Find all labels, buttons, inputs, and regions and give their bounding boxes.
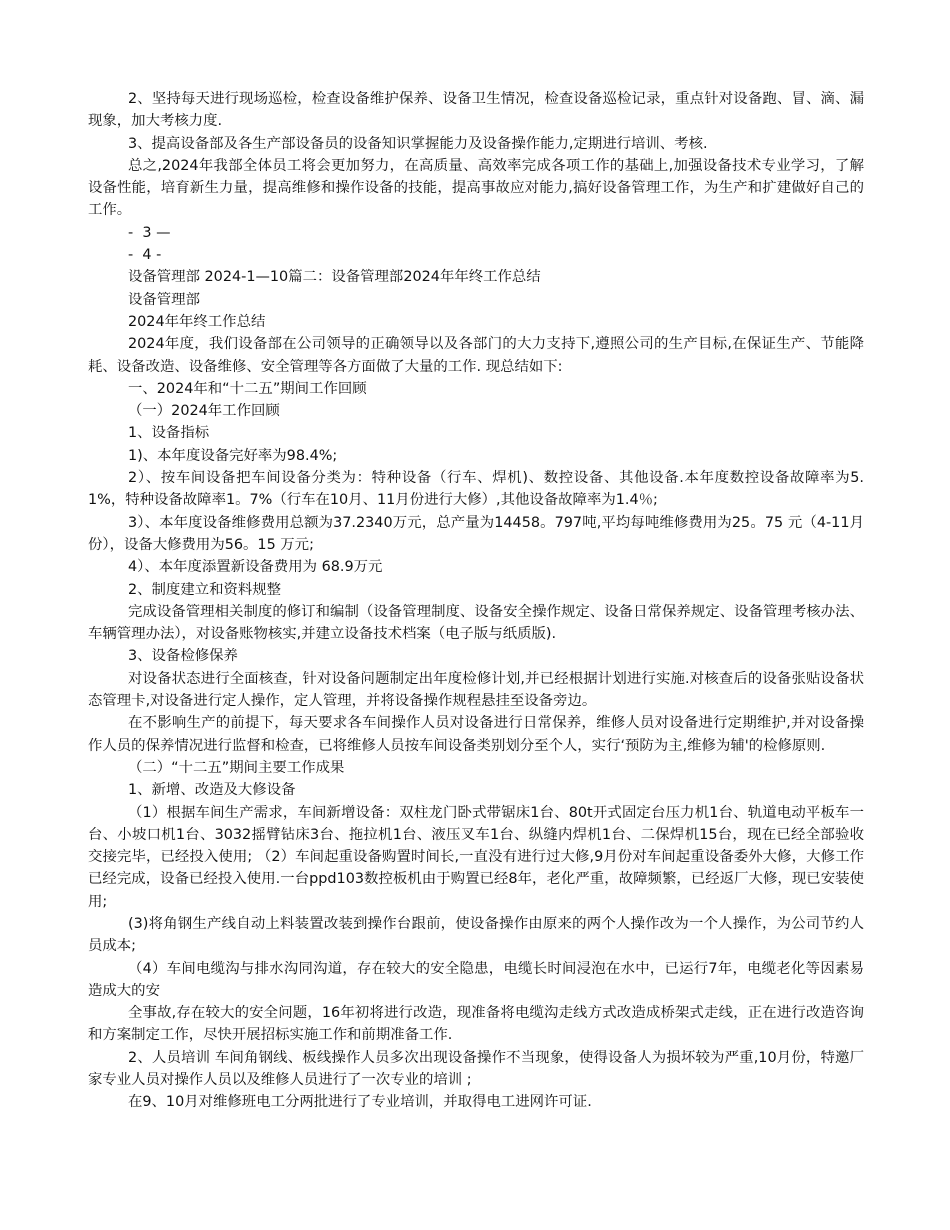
indicator-maintenance-cost: 3）、本年度设备维修费用总额为37.2340万元，总产量为14458。797吨,平均每吨维修费用为25。75 元（4-11月份），设备大修费用为56。15 万元; <box>88 514 864 553</box>
paragraph-electrician-training: 在9、10月对维修班电工分两批进行了专业培训，并取得电工进网许可证. <box>128 1094 592 1111</box>
indicator-new-equipment-cost: 4）、本年度添置新设备费用为 68.9万元 <box>128 559 383 576</box>
paragraph-inspection: 2、坚持每天进行现场巡检，检查设备维护保养、设备卫生情况，检查设备巡检记录，重点针对设备跑、冒、滴、漏现象，加大考核力度. <box>88 91 864 130</box>
heading-five-year-results: （二）“十二五”期间主要工作成果 <box>128 759 345 776</box>
heading-system-building: 2、制度建立和资料规整 <box>128 581 282 598</box>
heading-2024-review: （一）2024年工作回顾 <box>128 403 280 420</box>
indicator-intact-rate: 1)、本年度设备完好率为98.4%; <box>128 447 338 464</box>
paragraph-new-equipment: （1）根据车间生产需求，车间新增设备：双柱龙门卧式带锯床1台、80t开式固定台压力机1台、轨道电动平板车一台、小坡口机1台、3032摇臂钻床3台、拖拉机1台、液压叉车1台、纵缝内焊机1台、二保焊机15台，现在已经全部验收交接完毕，已经投入使用; （2）车间起重设备购置时间长,一直没有进行过大修,9月份对车间起重设备委外大修，大修工作已经完成，设备已经投入使用.一台ppd103数控板机由于购置已经8年，老化严重，故障频繁，已经返厂大修，现已安装使用; <box>88 804 864 910</box>
paragraph-staff-training: 2、人员培训 车间角钢线、板线操作人员多次出现设备操作不当现象，使得设备人为损坏较为严重,10月份，特邀厂家专业人员对操作人员以及维修人员进行了一次专业的培训 ; <box>88 1049 864 1089</box>
paragraph-angle-steel-line: (3)将角钢生产线自动上料装置改装到操作台跟前，使设备操作由原来的两个人操作改为一个人操作，为公司节约人员成本; <box>88 915 864 955</box>
paragraph-cable-trench-continued: 全事故,存在较大的安全问题，16年初将进行改造，现准备将电缆沟走线方式改造成桥架式走线，正在进行改造咨询和方案制定工作，尽快开展招标实施工作和前期准备工作. <box>88 1005 864 1044</box>
page-number-4: - 4 - <box>128 247 162 264</box>
paragraph-training: 3、提高设备部及各生产部设备员的设备知识掌握能力及设备操作能力,定期进行培训、考核. <box>128 135 708 152</box>
paragraph-daily-maintenance: 在不影响生产的前提下，每天要求各车间操作人员对设备进行日常保养，维修人员对设备进行定期维护,并对设备操作人员的保养情况进行监督和检查，已将维修人员按车间设备类别划分至个人，实行‘预防为主,维修为辅'的检修原则. <box>88 715 865 754</box>
paragraph-intro: 2024年度，我们设备部在公司领导的正确领导以及各部门的大力支持下,遵照公司的生产目标,在保证生产、节能降耗、设备改造、设备维修、安全管理等各方面做了大量的工作. 现总结如下: <box>88 336 864 375</box>
signature-and-section-title: 设备管理部 2024-1—10篇二：设备管理部2024年年终工作总结 <box>128 269 541 286</box>
heading-new-equipment: 1、新增、改造及大修设备 <box>128 782 296 799</box>
paragraph-system-building: 完成设备管理相关制度的修订和编制（设备管理制度、设备安全操作规定、设备日常保养规定、设备管理考核办法、车辆管理办法），对设备账物核实,并建立设备技术档案（电子版与纸质版). <box>88 603 864 643</box>
indicator-failure-rate: 2）、按车间设备把车间设备分类为：特种设备（行车、焊机)、数控设备、其他设备.本年度数控设备故障率为5.1%，特种设备故障率1。7%（行车在10月、11月份进行大修）,其他设备故障率为1.4％; <box>88 470 864 509</box>
paragraph-summary: 总之,2024年我部全体员工将会更加努力，在高质量、高效率完成各项工作的基础上,加强设备技术专业学习，了解设备性能，培育新生力量，提高维修和操作设备的技能，提高事故应对能力,搞好设备管理工作，为生产和扩建做好自己的工作。 <box>88 157 864 219</box>
department-name: 设备管理部 <box>128 291 200 308</box>
heading-maintenance: 3、设备检修保养 <box>128 648 238 665</box>
page-number-3: - 3 — <box>128 224 171 241</box>
heading-equipment-indicators: 1、设备指标 <box>128 425 210 442</box>
document-title: 2024年年终工作总结 <box>128 313 266 330</box>
paragraph-status-check: 对设备状态进行全面核查，针对设备问题制定出年度检修计划,并已经根据计划进行实施.对核查后的设备张贴设备状态管理卡,对设备进行定人操作，定人管理，并将设备操作规程悬挂至设备旁边。 <box>88 670 864 710</box>
paragraph-cable-trench: （4）车间电缆沟与排水沟同沟道，存在较大的安全隐患，电缆长时间浸泡在水中，已运行7年，电缆老化等因素易造成大的安 <box>88 960 864 999</box>
heading-review: 一、2024年和“十二五”期间工作回顾 <box>128 380 367 397</box>
